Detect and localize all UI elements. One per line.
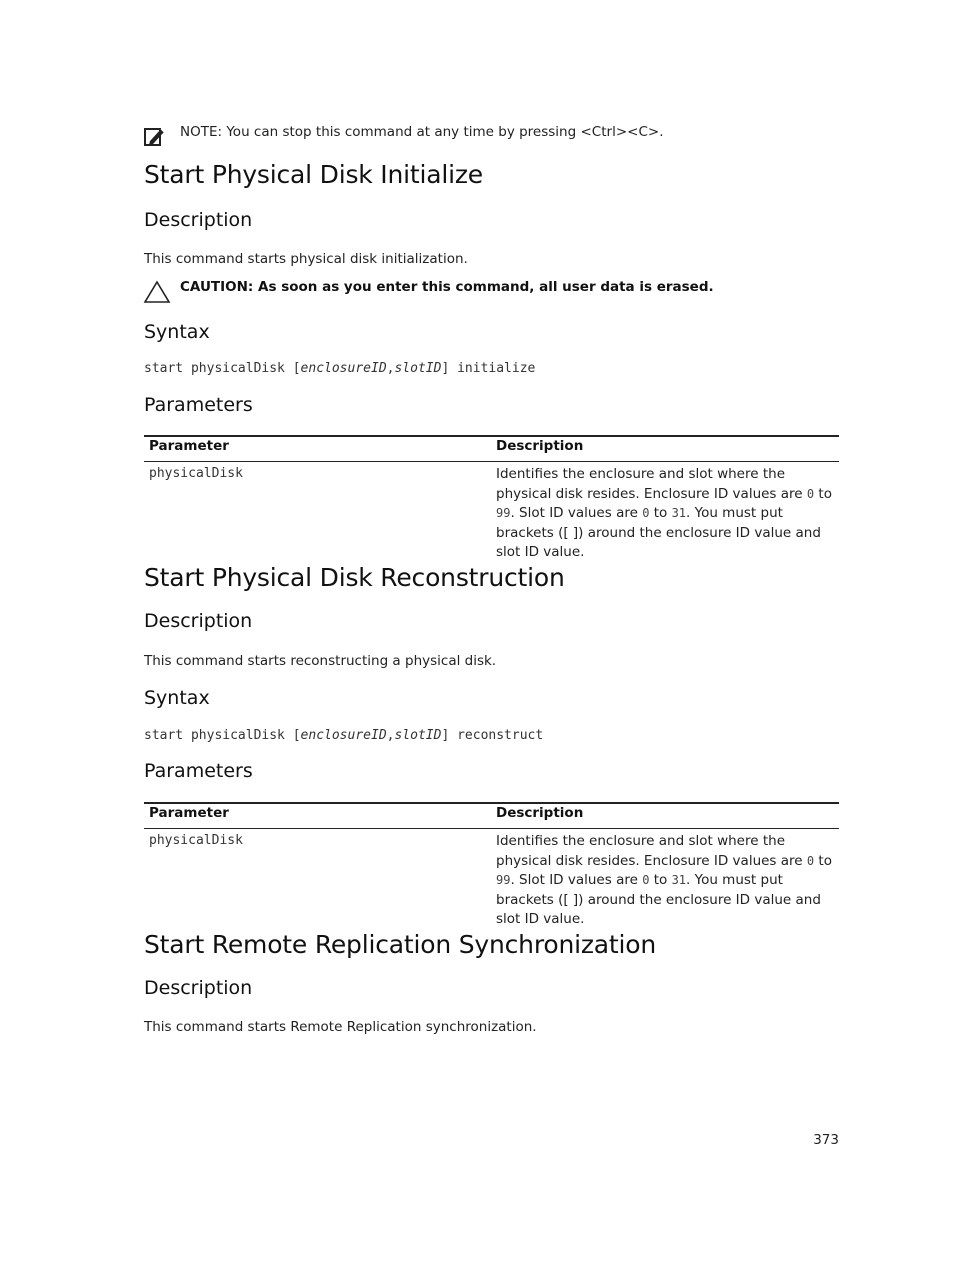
warning-triangle-icon	[143, 280, 171, 304]
table-rule	[144, 461, 839, 462]
table-cell-description: Identifies the enclosure and slot where the physical disk resides. Enclosure ID values are 0 to 99. Slot ID values are 0 to 31. You must put brackets ([ ]) around the enclosure ID value and slot ID value.	[496, 833, 832, 927]
section-title: Start Physical Disk Initialize	[144, 160, 483, 189]
parameters-table	[144, 435, 839, 560]
syntax-code: start physicalDisk [enclosureID,slotID] reconstruct	[144, 728, 544, 743]
table-header-parameter: Parameter	[149, 438, 229, 454]
description-heading: Description	[144, 977, 253, 999]
description-text: This command starts reconstructing a physical disk.	[144, 653, 497, 669]
table-header-description: Description	[496, 805, 584, 821]
table-rule	[144, 435, 839, 437]
table-cell-description: Identifies the enclosure and slot where the physical disk resides. Enclosure ID values are 0 to 99. Slot ID values are 0 to 31. You must put brackets ([ ]) around the enclosure ID value and slot ID value.	[496, 466, 832, 560]
caution-text: CAUTION: As soon as you enter this command, all user data is erased.	[180, 279, 714, 295]
description-heading: Description	[144, 209, 253, 231]
note-keys: <Ctrl><C>	[580, 124, 660, 140]
table-header-parameter: Parameter	[149, 805, 229, 821]
description-text: This command starts Remote Replication synchronization.	[144, 1019, 537, 1035]
note: NOTE: You can stop this command at any time by pressing <Ctrl><C>.	[180, 124, 664, 140]
syntax-heading: Syntax	[144, 687, 210, 709]
parameters-heading: Parameters	[144, 394, 253, 416]
table-header-description: Description	[496, 438, 584, 454]
pencil-note-icon	[144, 126, 166, 148]
table-cell-parameter: physicalDisk	[149, 833, 243, 848]
parameters-heading: Parameters	[144, 760, 253, 782]
parameters-table	[144, 802, 839, 927]
section-title: Start Remote Replication Synchronization	[144, 930, 656, 959]
description-heading: Description	[144, 610, 253, 632]
syntax-heading: Syntax	[144, 321, 210, 343]
description-text: This command starts physical disk initialization.	[144, 251, 468, 267]
note-label: NOTE:	[180, 124, 223, 140]
syntax-code: start physicalDisk [enclosureID,slotID] initialize	[144, 361, 536, 376]
table-rule	[144, 828, 839, 829]
page-number: 373	[813, 1132, 839, 1148]
table-cell-parameter: physicalDisk	[149, 466, 243, 481]
note-text: You can stop this command at any time by pressing	[222, 124, 581, 140]
section-title: Start Physical Disk Reconstruction	[144, 563, 565, 592]
table-rule	[144, 802, 839, 804]
